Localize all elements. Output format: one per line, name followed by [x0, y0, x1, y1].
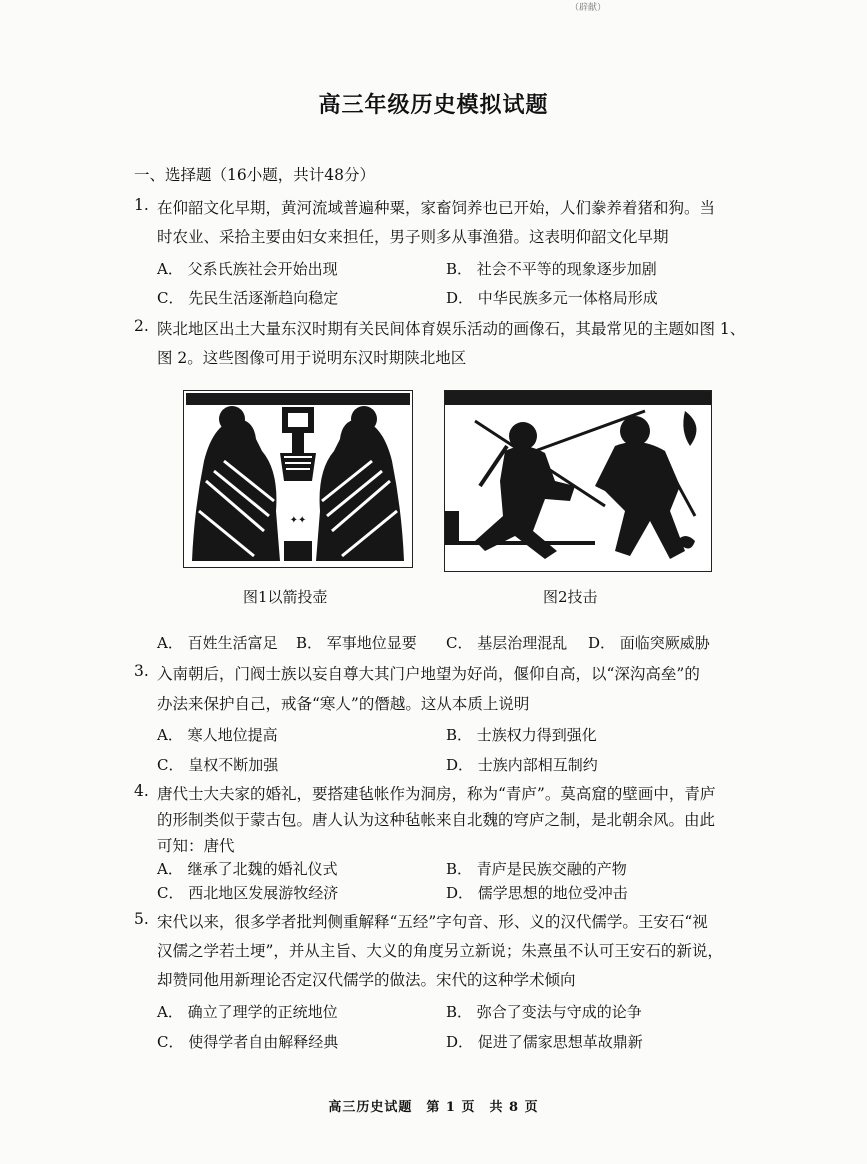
question-3-line-2: 办法来保护自己，戒备“寒人”的僭越。这从本质上说明 [157, 695, 530, 713]
question-4-option-a[interactable]: A． 继承了北魏的婚礼仪式 [157, 860, 338, 878]
question-1-option-d[interactable]: D． 中华民族多元一体格局形成 [446, 289, 658, 307]
question-5-line-1: 宋代以来，很多学者批判侧重解释“五经”字句音、形、义的汉代儒学。王安石“视 [157, 913, 708, 931]
question-5-option-d[interactable]: D． 促进了儒家思想革故鼎新 [446, 1033, 643, 1051]
pottery-relief-figure-2-icon [445, 391, 711, 571]
question-5-option-c[interactable]: C． 使得学者自由解释经典 [157, 1033, 339, 1051]
question-3-number: 3. [134, 662, 149, 680]
question-1-line-2: 时农业、采拾主要由妇女来担任，男子则多从事渔猎。这表明仰韶文化早期 [157, 228, 669, 246]
question-4-option-b[interactable]: B． 青庐是民族交融的产物 [446, 860, 627, 878]
question-2-line-2: 图 2。这些图像可用于说明东汉时期陕北地区 [157, 349, 467, 367]
page-title: 高三年级历史模拟试题 [318, 92, 549, 118]
question-2-option-d[interactable]: D． 面临突厥威胁 [588, 634, 710, 652]
figure-1-caption: 图1以箭投壶 [243, 588, 328, 606]
svg-text:✦✦: ✦✦ [289, 515, 307, 526]
question-4-line-1: 唐代士大夫家的婚礼，要搭建毡帐作为洞房，称为“青庐”。莫高窟的壁画中，青庐 [157, 785, 716, 803]
page-footer: 高三历史试题 第 1 页 共 8 页 [328, 1100, 539, 1115]
question-4-line-2: 的形制类似于蒙古包。唐人认为这种毡帐来自北魏的穹庐之制，是北朝余风。由此 [157, 811, 716, 829]
question-2-option-a[interactable]: A． 百姓生活富足 [157, 634, 278, 652]
question-3-option-b[interactable]: B． 士族权力得到强化 [446, 726, 597, 744]
question-5-line-2: 汉儒之学若土埂”，并从主旨、大义的角度另立新说；朱熹虽不认可王安石的新说， [157, 942, 723, 960]
question-5-number: 5. [134, 910, 149, 928]
question-5-line-3: 却赞同他用新理论否定汉代儒学的做法。宋代的这种学术倾向 [157, 971, 576, 989]
pottery-relief-figure-1-icon [184, 391, 412, 567]
question-4-number: 4. [134, 782, 149, 800]
figure-2-caption: 图2技击 [543, 588, 598, 606]
question-4-option-d[interactable]: D． 儒学思想的地位受冲击 [446, 884, 628, 902]
question-1-line-1: 在仰韶文化早期，黄河流域普遍种粟，家畜饲养也已开始，人们豢养着猪和狗。当 [157, 199, 716, 217]
figure-1-image [183, 390, 413, 568]
question-1-number: 1. [134, 196, 149, 214]
figure-2-image [444, 390, 712, 572]
question-2-line-1: 陕北地区出土大量东汉时期有关民间体育娱乐活动的画像石，其最常见的主题如图 1、 [157, 320, 746, 338]
question-3-option-d[interactable]: D． 士族内部相互制约 [446, 756, 598, 774]
question-5-option-a[interactable]: A． 确立了理学的正统地位 [157, 1003, 338, 1021]
header-mark: （辟献） [570, 3, 607, 13]
section-heading: 一、选择题（16小题，共计48分） [134, 166, 375, 184]
question-5-option-b[interactable]: B． 弥合了变法与守成的论争 [446, 1003, 642, 1021]
question-1-option-a[interactable]: A． 父系氏族社会开始出现 [157, 260, 338, 278]
question-2-number: 2. [134, 317, 149, 335]
question-3-option-c[interactable]: C． 皇权不断加强 [157, 756, 279, 774]
question-3-line-1: 入南朝后，门阀士族以妄自尊大其门户地望为好尚，偃仰自高，以“深沟高垒”的 [157, 665, 700, 683]
question-2-option-b[interactable]: B． 军事地位显要 [296, 634, 417, 652]
question-4-line-3: 可知：唐代 [157, 837, 235, 855]
question-1-option-c[interactable]: C． 先民生活逐渐趋向稳定 [157, 289, 339, 307]
question-2-option-c[interactable]: C． 基层治理混乱 [446, 634, 568, 652]
question-1-option-b[interactable]: B． 社会不平等的现象逐步加剧 [446, 260, 657, 278]
question-4-option-c[interactable]: C． 西北地区发展游牧经济 [157, 884, 339, 902]
question-3-option-a[interactable]: A． 寒人地位提高 [157, 726, 278, 744]
